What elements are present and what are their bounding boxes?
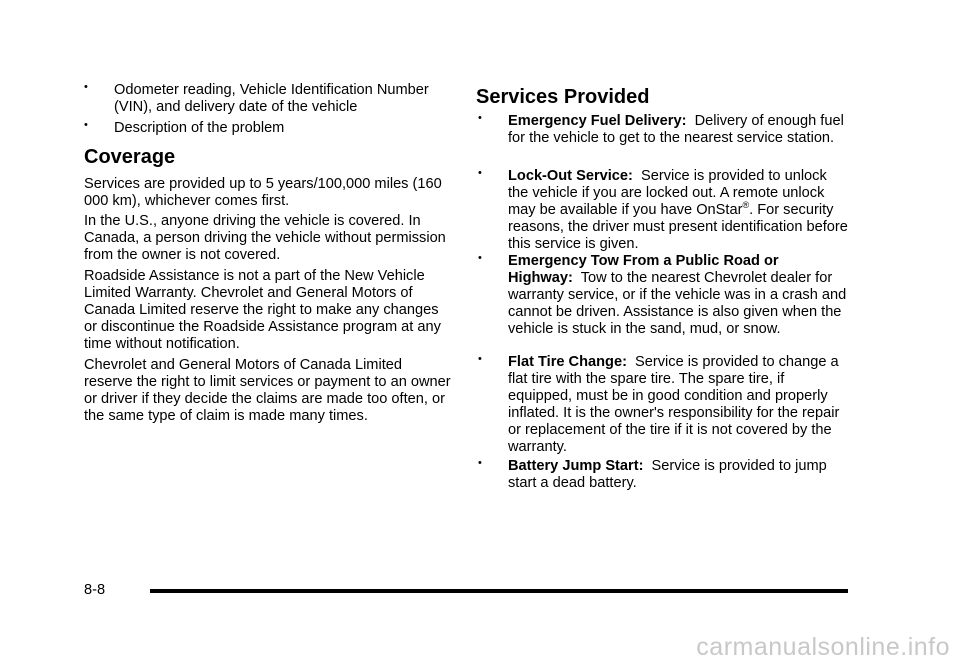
watermark: carmanualsonline.info [696, 633, 950, 661]
bullet-text: Description of the problem [114, 120, 285, 136]
paragraph: Chevrolet and General Motors of Canada Limited reserve the right to limit services or payment to an owner or driver if they decide the claims are made too often, or the same type of claim is made many times. [84, 357, 451, 424]
page-number: 8-8 [84, 582, 106, 598]
service-term: Battery Jump Start: [508, 458, 644, 474]
registered-mark: ® [742, 200, 750, 211]
bullet-icon: • [478, 353, 482, 365]
bullet-icon: • [84, 81, 88, 93]
service-term: Flat Tire Change: [508, 354, 627, 370]
coverage-heading: Coverage [84, 146, 176, 168]
service-description: Service is provided to jump start a dead battery. [508, 458, 827, 491]
bullet-text [508, 458, 848, 492]
bullet-icon: • [478, 252, 482, 264]
service-description: Service is provided to change a flat tire with the spare tire. The spare tire, if equipped, must be in good condition and properly inflated. It is the owner's responsibility for the repair or replacement of the tire if it is not covered by the warranty. [508, 354, 840, 455]
services-provided-heading: Services Provided [476, 86, 650, 108]
bullet-text [508, 168, 848, 253]
service-term: Emergency Tow From a Public Road or Highway: [508, 253, 779, 286]
paragraph: In the U.S., anyone driving the vehicle is covered. In Canada, a person driving the vehicle without permission from the owner is not covered. [84, 213, 446, 263]
bullet-icon: • [84, 119, 88, 131]
bullet-text [508, 354, 848, 456]
bullet-text [508, 113, 848, 147]
bullet-icon: • [478, 167, 482, 179]
bullet-text: Odometer reading, Vehicle Identification Number (VIN), and delivery date of the vehicle [114, 82, 429, 115]
service-description: Tow to the nearest Chevrolet dealer for warranty service, or if the vehicle was in a crash and cannot be driven. Assistance is also given when the vehicle is stuck in the sand, mud, or snow. [508, 270, 847, 337]
bullet-icon: • [478, 112, 482, 124]
paragraph: Services are provided up to 5 years/100,000 miles (160 000 km), whichever comes first. [84, 176, 442, 209]
service-term: Lock-Out Service: [508, 168, 633, 184]
paragraph: Roadside Assistance is not a part of the New Vehicle Limited Warranty. Chevrolet and General Motors of Canada Limited reserve the right to make any changes or discontinue the Roadside Assistance program at any time without notification. [84, 268, 441, 352]
bullet-text [508, 253, 848, 338]
service-description: Service is provided to unlock the vehicle if you are locked out. A remote unlock may be available if you have OnStar [508, 168, 827, 218]
service-description: Delivery of enough fuel for the vehicle to get to the nearest service station. [508, 113, 844, 146]
bullet-icon: • [478, 457, 482, 469]
service-term: Emergency Fuel Delivery: [508, 113, 687, 129]
footer-rule [150, 589, 848, 593]
service-description-continued: . For security reasons, the driver must present identification before this service is given. [508, 202, 848, 252]
